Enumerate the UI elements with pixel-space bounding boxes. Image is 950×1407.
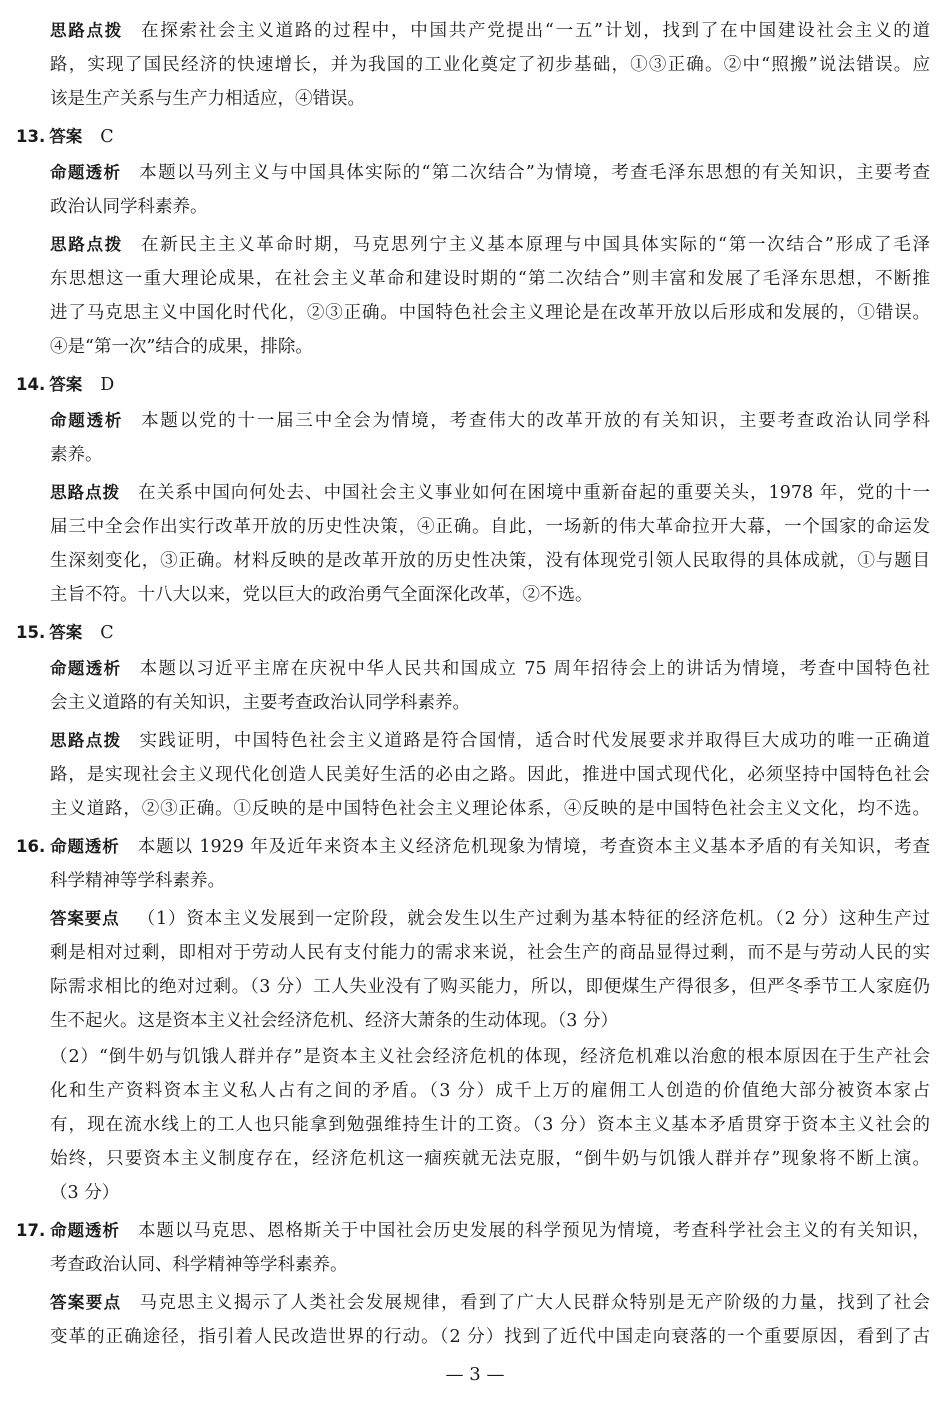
section-label: 命题透析 <box>49 837 120 856</box>
section-label: 答案要点 <box>50 909 120 928</box>
text-line <box>50 1286 930 1320</box>
text-line <box>50 330 930 364</box>
question-17-intro <box>16 1214 930 1248</box>
question-15-answer <box>16 616 930 650</box>
text-line <box>50 476 930 510</box>
line-text: 路，是实现社会主义现代化创造人民美好生活的必由之路。因此，推进中国式现代化，必须坚持中国特色社会 <box>50 765 930 785</box>
text-line <box>50 510 930 544</box>
section-label: 命题透析 <box>50 659 122 678</box>
line-text: 本题以习近平主席在庆祝中华人民共和国成立 75 周年招待会上的讲话为情境，考查中国特色社 <box>139 659 930 679</box>
text-line <box>50 1176 930 1210</box>
question-number: 16. <box>16 837 46 856</box>
line-text: 生不起火。这是资本主义社会经济危机、经济大萧条的生动体现。（3 分） <box>50 1011 618 1031</box>
line-text: 始终，只要资本主义制度存在，经济危机这一痼疾就无法克服，“倒牛奶与饥饿人群并存”现象将不断上演。 <box>50 1149 930 1169</box>
answer-label: 答案 <box>49 375 83 394</box>
text-line <box>50 48 930 82</box>
line-text: 本题以马列主义与中国具体实际的“第二次结合”为情境，考查毛泽东思想的有关知识，主要考查 <box>139 163 930 183</box>
answer-value: C <box>100 127 114 147</box>
text-line <box>50 578 930 612</box>
line-text: 该是生产关系与生产力相适应，④错误。 <box>50 89 365 109</box>
question-number: 17. <box>16 1221 46 1240</box>
line-text: 本题以党的十一届三中全会为情境，考查伟大的改革开放的有关知识，主要考查政治认同学科 <box>141 411 930 431</box>
line-text: 政治认同学科素养。 <box>50 197 208 217</box>
text-line <box>50 296 930 330</box>
text-line <box>50 1040 930 1074</box>
question-13-answer <box>16 120 930 154</box>
question-16-intro <box>16 830 930 864</box>
answer-label: 答案 <box>49 623 83 642</box>
text-line <box>50 156 930 190</box>
text-line <box>50 1004 930 1038</box>
line-text: 进了马克思主义中国化时代化，②③正确。中国特色社会主义理论是在改革开放以后形成和发展的，①错误。 <box>50 303 930 323</box>
line-text: 路，实现了国民经济的快速增长，并为我国的工业化奠定了初步基础，①③正确。②中“照搬”说法错误。应 <box>50 55 930 75</box>
text-line <box>50 82 930 116</box>
text-line <box>50 652 930 686</box>
line-text: 东思想这一重大理论成果，在社会主义革命和建设时期的“第二次结合”则丰富和发展了毛泽东思想，不断推 <box>50 269 930 289</box>
line-text: 主义道路，②③正确。①反映的是中国特色社会主义理论体系，④反映的是中国特色社会主义文化，均不选。 <box>50 799 930 819</box>
question-number: 13. <box>16 127 46 146</box>
line-text: 在新民主主义革命时期，马克思列宁主义基本原理与中国具体实际的“第一次结合”形成了毛泽 <box>140 235 930 255</box>
line-text: 际需求相比的绝对过剩。（3 分）工人失业没有了购买能力，所以，即便煤生产得很多，但严冬季节工人家庭仍 <box>50 977 930 997</box>
line-text: ④是“第一次”结合的成果，排除。 <box>50 337 313 357</box>
line-text: 在关系中国向何处去、中国社会主义事业如何在困境中重新奋起的重要关头，1978 年，党的十一 <box>138 483 930 503</box>
text-line <box>50 1074 930 1108</box>
text-line <box>50 792 930 826</box>
line-text: （1）资本主义发展到一定阶段，就会发生以生产过剩为基本特征的经济危机。（2 分）这种生产过 <box>137 909 930 929</box>
text-line <box>50 1248 930 1282</box>
answer-label: 答案 <box>49 127 83 146</box>
text-line <box>50 262 930 296</box>
section-label: 思路点拨 <box>50 235 123 254</box>
answer-value: C <box>100 623 114 643</box>
text-line <box>50 686 930 720</box>
page-number: — 3 — <box>445 1364 505 1385</box>
section-label: 思路点拨 <box>50 483 121 502</box>
line-text: 有，现在流水线上的工人也只能拿到勉强维持生计的工资。（3 分）资本主义基本矛盾贯穿于资本主义社会的 <box>50 1115 930 1135</box>
line-text: 化和生产资料资本主义私人占有之间的矛盾。（3 分）成千上万的雇佣工人创造的价值绝大部分被资本家占 <box>50 1081 930 1101</box>
text-line <box>50 14 930 48</box>
line-text: 变革的正确途径，指引着人民改造世界的行动。（2 分）找到了近代中国走向衰落的一个重要原因，看到了古 <box>50 1327 930 1347</box>
text-line <box>50 544 930 578</box>
text-line <box>50 970 930 1004</box>
section-label: 答案要点 <box>50 1293 122 1312</box>
question-14-answer <box>16 368 930 402</box>
section-label: 思路点拨 <box>50 21 123 40</box>
line-text: 剩是相对过剩，即相对于劳动人民有支付能力的需求来说，社会生产的商品显得过剩，而不是与劳动人民的实 <box>50 943 930 963</box>
text-line <box>50 864 930 898</box>
section-label: 思路点拨 <box>50 731 122 750</box>
text-line <box>50 902 930 936</box>
text-line <box>50 758 930 792</box>
line-text: 考查政治认同、科学精神等学科素养。 <box>50 1255 348 1275</box>
line-text: 素养。 <box>50 445 103 465</box>
text-line <box>50 438 930 472</box>
text-line <box>50 1142 930 1176</box>
section-label: 命题透析 <box>50 411 124 430</box>
line-text: 会主义道路的有关知识，主要考查政治认同学科素养。 <box>50 693 470 713</box>
question-number: 15. <box>16 623 46 642</box>
question-number: 14. <box>16 375 46 394</box>
line-text: 马克思主义揭示了人类社会发展规律，看到了广大人民群众特别是无产阶级的力量，找到了社会 <box>139 1293 930 1313</box>
text-line <box>50 936 930 970</box>
section-label: 命题透析 <box>50 163 122 182</box>
line-text: 科学精神等学科素养。 <box>50 871 225 891</box>
line-text: 届三中全会作出实行改革开放的历史性决策，④正确。自此，一场新的伟大革命拉开大幕，一个国家的命运发 <box>50 517 930 537</box>
section-label: 命题透析 <box>49 1221 120 1240</box>
text-line <box>50 190 930 224</box>
line-text: 实践证明，中国特色社会主义道路是符合国情，适合时代发展要求并取得巨大成功的唯一正确道 <box>139 731 930 751</box>
line-text: 本题以 1929 年及近年来资本主义经济危机现象为情境，考查资本主义基本矛盾的有关知识，考查 <box>137 837 930 857</box>
line-text: 在探索社会主义道路的过程中，中国共产党提出“一五”计划，找到了在中国建设社会主义的道 <box>140 21 930 41</box>
text-line <box>50 1320 930 1354</box>
line-text: （2）“倒牛奶与饥饿人群并存”是资本主义社会经济危机的体现，经济危机难以治愈的根本原因在于生产社会 <box>50 1047 930 1067</box>
text-line <box>50 1108 930 1142</box>
text-line <box>50 228 930 262</box>
line-text: 生深刻变化，③正确。材料反映的是改革开放的历史性决策，没有体现党引领人民取得的具体成就，①与题目 <box>50 551 930 571</box>
line-text: 主旨不符。十八大以来，党以巨大的政治勇气全面深化改革，②不选。 <box>50 585 593 605</box>
line-text: （3 分） <box>50 1183 120 1203</box>
text-line <box>50 404 930 438</box>
text-line <box>50 724 930 758</box>
answer-value: D <box>100 375 115 395</box>
line-text: 本题以马克思、恩格斯关于中国社会历史发展的科学预见为情境，考查科学社会主义的有关知识， <box>137 1221 930 1241</box>
